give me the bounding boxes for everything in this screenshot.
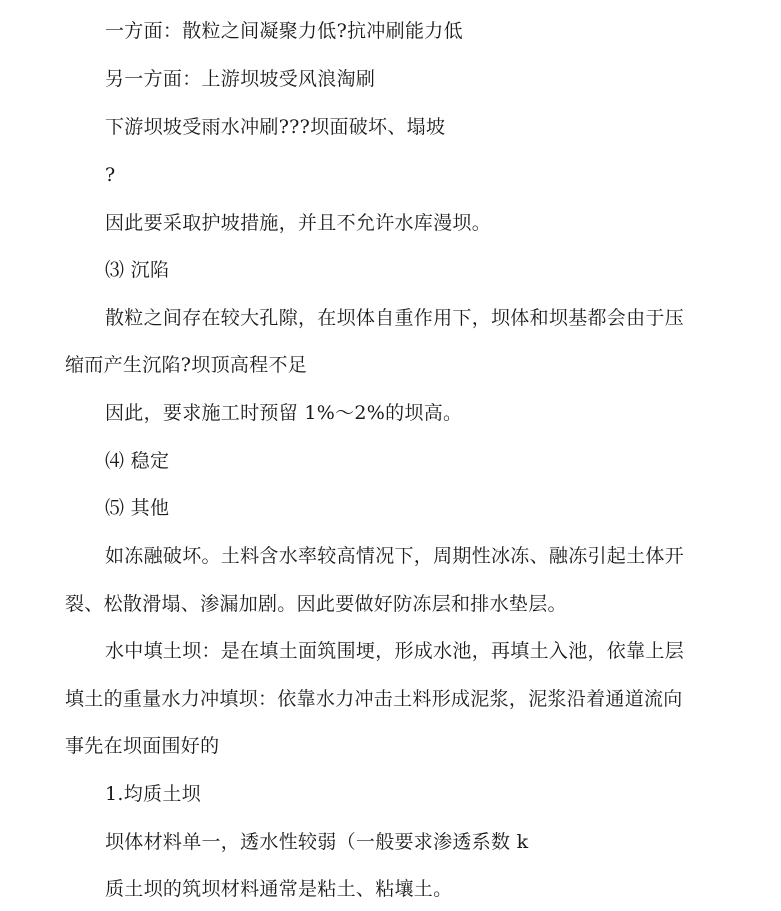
text-line: 裂、松散滑塌、渗漏加剧。因此要做好防冻层和排水垫层。 — [65, 593, 567, 615]
text-line: 因此，要求施工时预留 1%～2%的坝高。 — [105, 402, 463, 424]
text-line: 下游坝坡受雨水冲刷???坝面破坏、塌坡 — [105, 116, 446, 138]
text-line: 散粒之间存在较大孔隙，在坝体自重作用下，坝体和坝基都会由于压 — [105, 307, 685, 329]
text-line: 因此要采取护坡措施，并且不允许水库漫坝。 — [105, 212, 492, 234]
text-line: 质土坝的筑坝材料通常是粘土、粘壤土。 — [105, 878, 453, 900]
section-heading: 1.均质土坝 — [105, 783, 201, 805]
section-heading: ⑷ 稳定 — [105, 450, 170, 472]
text-line: 事先在坝面围好的 — [65, 735, 220, 757]
text-line: 另一方面：上游坝坡受风浪淘刷 — [105, 68, 376, 90]
text-line: 如冻融破坏。土料含水率较高情况下，周期性冰冻、融冻引起土体开 — [105, 545, 685, 567]
text-line: 缩而产生沉陷?坝顶高程不足 — [65, 354, 308, 376]
text-line: ? — [105, 164, 116, 186]
text-line: 坝体材料单一，透水性较弱（一般要求渗透系数 k — [105, 831, 529, 853]
text-line: 一方面：散粒之间凝聚力低?抗冲刷能力低 — [105, 20, 463, 42]
section-heading: ⑶ 沉陷 — [105, 259, 170, 281]
text-line: 水中填土坝：是在填土面筑围埂，形成水池，再填土入池，依靠上层 — [105, 640, 685, 662]
text-line: 填土的重量水力冲填坝：依靠水力冲击土料形成泥浆，泥浆沿着通道流向 — [65, 688, 683, 710]
section-heading: ⑸ 其他 — [105, 497, 170, 519]
